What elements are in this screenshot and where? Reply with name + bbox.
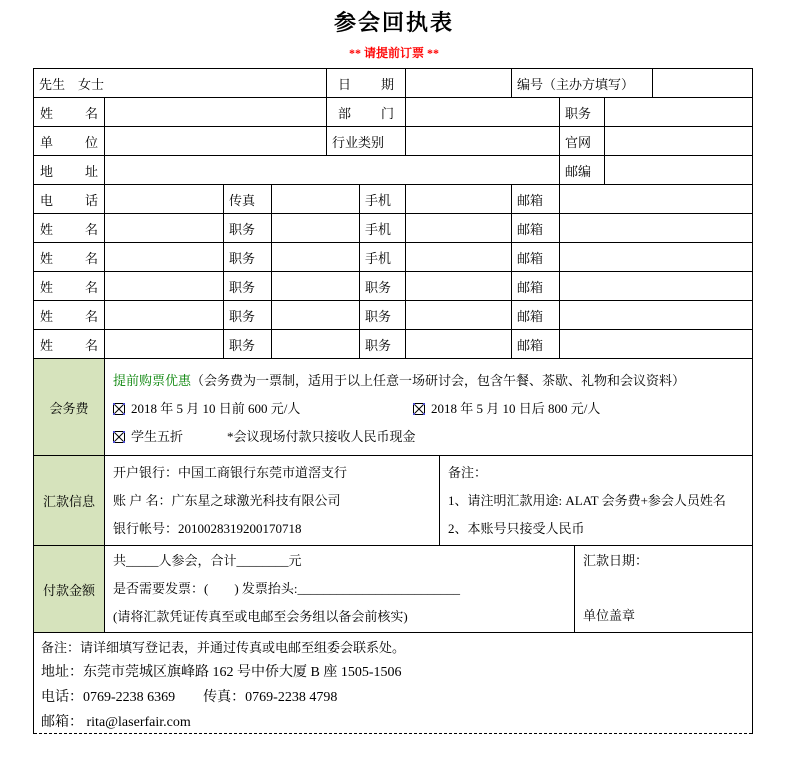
table-row [34, 127, 752, 156]
payment-row [34, 546, 752, 633]
attendee6-name-label-part: 姓 [40, 337, 54, 353]
fee-cash-note: *会议现场付款只接收人民币现金 [227, 429, 416, 444]
fee-option-student [113, 423, 227, 451]
company-input[interactable] [105, 127, 327, 155]
fax-label: 传真 [224, 185, 272, 213]
attendee4-name-input[interactable] [105, 272, 224, 300]
form-number-input[interactable] [653, 69, 752, 97]
table-row [34, 330, 752, 359]
attendee3-name-label-part: 姓 [40, 250, 54, 266]
name-label-part: 姓 [40, 105, 54, 121]
name-label [34, 98, 105, 126]
attendee2-position-input[interactable] [272, 214, 360, 242]
zipcode-input[interactable] [605, 156, 752, 184]
footer-phone-fax: 电话：0769-2238 6369 传真：0769-2238 4798 [41, 690, 338, 705]
name-input[interactable] [105, 98, 327, 126]
footer-address: 地址：东莞市莞城区旗峰路 162 号中侨大厦 B 座 1505-1506 [41, 665, 402, 680]
fee-highlight-text: 提前购票优惠 [113, 373, 192, 388]
phone-label [34, 185, 105, 213]
attendee5-email-input[interactable] [560, 301, 752, 329]
attendee5-position2-label: 职务 [360, 301, 406, 329]
footer-row [34, 633, 752, 734]
attendee4-name-label-part: 名 [84, 279, 98, 295]
fee-option-early [113, 395, 413, 423]
attendee4-position-label: 职务 [224, 272, 272, 300]
attendee4-email-input[interactable] [560, 272, 752, 300]
table-row [34, 243, 752, 272]
attendee6-position2-label: 职务 [360, 330, 406, 358]
department-label [327, 98, 406, 126]
attendee2-name-label-part: 名 [84, 221, 98, 237]
remittance-note2: 2、本账号只接受人民币 [448, 521, 585, 536]
attendee6-position2-input[interactable] [406, 330, 512, 358]
remittance-account-no: 银行帐号：2010028319200170718 [113, 521, 302, 536]
phone-label-part: 电 [40, 192, 54, 208]
attendee4-position-input[interactable] [272, 272, 360, 300]
date-label-part: 日 [338, 76, 352, 92]
attendee4-email-label: 邮箱 [512, 272, 560, 300]
attendee3-position-input[interactable] [272, 243, 360, 271]
form-number-label: 编号（主办方填写） [512, 69, 653, 97]
address-input[interactable] [105, 156, 560, 184]
payment-total-line[interactable]: 共_____人参会，合计________元 [113, 553, 302, 568]
attendee3-name-input[interactable] [105, 243, 224, 271]
attendee4-name-label [34, 272, 105, 300]
page-title: 参会回执表 [333, 10, 454, 35]
phone-label-part: 话 [84, 192, 98, 208]
remittance-notes-title: 备注： [448, 465, 488, 480]
phone-input[interactable] [105, 185, 224, 213]
table-row [34, 272, 752, 301]
payment-voucher-note: (请将汇款凭证传真至或电邮至会务组以备会前核实) [113, 609, 408, 624]
attendee6-email-label: 邮箱 [512, 330, 560, 358]
attendee6-position-label: 职务 [224, 330, 272, 358]
fee-row [34, 359, 752, 456]
attendee6-name-input[interactable] [105, 330, 224, 358]
payment-invoice-title-blank[interactable]: _________________________ [297, 581, 461, 596]
payment-invoice-line[interactable] [113, 575, 460, 603]
fee-options-line [113, 395, 713, 423]
attendee2-mobile-input[interactable] [406, 214, 512, 242]
department-label-part: 部 [338, 105, 352, 121]
date-input[interactable] [406, 69, 512, 97]
attendee2-name-label-part: 姓 [40, 221, 54, 237]
position-input[interactable] [605, 98, 752, 126]
company-label-part: 位 [84, 134, 98, 150]
attendee5-name-label [34, 301, 105, 329]
attendee5-name-input[interactable] [105, 301, 224, 329]
zipcode-label: 邮编 [560, 156, 605, 184]
remittance-account-name: 账 户 名：广东星之球激光科技有限公司 [113, 493, 341, 508]
attendee4-position2-label: 职务 [360, 272, 406, 300]
fee-option-student-label: 学生五折 [131, 429, 184, 444]
attendee4-position2-input[interactable] [406, 272, 512, 300]
payment-content-cell [105, 546, 575, 632]
attendee3-name-label [34, 243, 105, 271]
table-row [34, 69, 752, 98]
fee-line1-rest: （会务费为一票制，适用于以上任意一场研讨会，包含午餐、茶歇、礼物和会议资料） [191, 373, 686, 388]
address-label-part: 址 [84, 163, 98, 179]
attendee6-name-label [34, 330, 105, 358]
attendee3-email-input[interactable] [560, 243, 752, 271]
attendee2-position-label: 职务 [224, 214, 272, 242]
attendee5-position-label: 职务 [224, 301, 272, 329]
attendee3-email-label: 邮箱 [512, 243, 560, 271]
company-label-part: 单 [40, 134, 54, 150]
fee-line1 [113, 367, 685, 395]
attendee2-name-input[interactable] [105, 214, 224, 242]
table-row [34, 185, 752, 214]
company-label [34, 127, 105, 155]
email-label: 邮箱 [512, 185, 560, 213]
payment-invoice-prefix: 是否需要发票：( ) 发票抬头: [113, 581, 298, 596]
company-seal-label: 单位盖章 [583, 608, 636, 623]
attendee6-position-input[interactable] [272, 330, 360, 358]
department-label-part: 门 [380, 105, 394, 121]
industry-label: 行业类别 [327, 127, 406, 155]
fee-option-early-label: 2018 年 5 月 10 日前 600 元/人 [131, 401, 301, 416]
checkbox-student-icon[interactable] [113, 431, 125, 443]
attendee3-position-label: 职务 [224, 243, 272, 271]
payment-date-seal-cell [575, 546, 752, 632]
website-label: 官网 [560, 127, 605, 155]
attendee2-email-label: 邮箱 [512, 214, 560, 242]
mobile-input[interactable] [406, 185, 512, 213]
address-label-part: 地 [40, 163, 54, 179]
date-label [327, 69, 406, 97]
table-row [34, 214, 752, 243]
checkbox-early-icon[interactable] [113, 403, 125, 415]
payment-section-label: 付款金额 [34, 546, 105, 632]
attendee2-name-label [34, 214, 105, 242]
page-subtitle: ** 请提前订票 ** [348, 46, 439, 60]
attendee3-mobile-input[interactable] [406, 243, 512, 271]
name-label-part: 名 [84, 105, 98, 121]
fax-input[interactable] [272, 185, 360, 213]
attendee5-position2-input[interactable] [406, 301, 512, 329]
position-label: 职务 [560, 98, 605, 126]
table-row [34, 156, 752, 185]
attendee2-mobile-label: 手机 [360, 214, 406, 242]
remittance-section-label: 汇款信息 [34, 456, 105, 545]
table-row [34, 98, 752, 127]
attendee2-email-input[interactable] [560, 214, 752, 242]
website-input[interactable] [605, 127, 752, 155]
email-input[interactable] [560, 185, 752, 213]
date-label-part: 期 [380, 76, 394, 92]
checkbox-late-icon[interactable] [413, 403, 425, 415]
fee-content-cell [105, 359, 752, 455]
attendee6-name-label-part: 名 [84, 337, 98, 353]
fee-option-late [413, 395, 713, 423]
address-label [34, 156, 105, 184]
footer-email: 邮箱： rita@laserfair.com [41, 715, 191, 730]
remittance-date-label[interactable]: 汇款日期： [583, 553, 649, 568]
fee-section-label: 会务费 [34, 359, 105, 455]
attendee4-name-label-part: 姓 [40, 279, 54, 295]
footer-contact-cell [34, 633, 752, 733]
attendee5-name-label-part: 名 [84, 308, 98, 324]
attendee5-email-label: 邮箱 [512, 301, 560, 329]
remittance-note1: 1、请注明汇款用途: ALAT 会务费+参会人员姓名 [448, 493, 726, 508]
reply-form-table [33, 68, 753, 734]
mobile-label: 手机 [360, 185, 406, 213]
department-input[interactable] [406, 98, 560, 126]
table-row [34, 301, 752, 330]
fee-option-late-label: 2018 年 5 月 10 日后 800 元/人 [431, 401, 601, 416]
salutation-label: 先生 女士 [34, 69, 327, 97]
remittance-bank-cell [105, 456, 440, 545]
remittance-notes-cell [440, 456, 752, 545]
remittance-bank: 开户银行：中国工商银行东莞市道滘支行 [113, 465, 348, 480]
form-grid [34, 69, 752, 359]
footer-note: 备注：请详细填写登记表，并通过传真或电邮至组委会联系处。 [41, 640, 406, 655]
remittance-row [34, 456, 752, 546]
attendee5-position-input[interactable] [272, 301, 360, 329]
attendee3-mobile-label: 手机 [360, 243, 406, 271]
industry-input[interactable] [406, 127, 560, 155]
attendee5-name-label-part: 姓 [40, 308, 54, 324]
attendee3-name-label-part: 名 [84, 250, 98, 266]
attendee6-email-input[interactable] [560, 330, 752, 358]
fee-student-line [113, 423, 416, 451]
